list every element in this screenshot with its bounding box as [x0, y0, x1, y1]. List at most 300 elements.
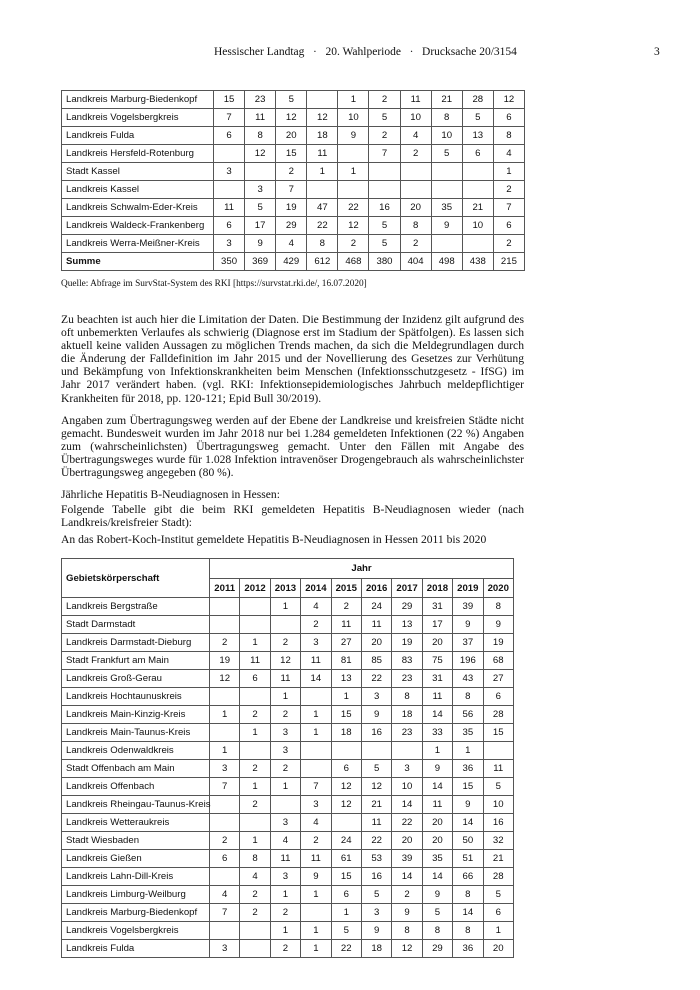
table-cell: 1: [240, 778, 270, 796]
table-source-note: Quelle: Abfrage im SurvStat-System des RKI [https://survstat.rki.de/, 16.07.2020]: [61, 279, 367, 289]
table-cell: 24: [331, 832, 361, 850]
table-cell: 27: [331, 634, 361, 652]
intro-paragraph: Folgende Tabelle gibt die beim RKI gemeldeten Hepatitis B-Neudiagnosen wieder (nach Landkreis/kreisfreier Stadt):: [61, 503, 524, 530]
table-cell: 498: [431, 253, 462, 271]
table-cell: 3: [361, 904, 391, 922]
table-cell: 6: [240, 670, 270, 688]
table-cell: [270, 616, 300, 634]
table-cell: 10: [392, 778, 422, 796]
table-cell: 2: [240, 904, 270, 922]
table-cell: 9: [338, 127, 369, 145]
table-row: [62, 652, 514, 670]
table-row: [62, 634, 514, 652]
table-cell: 12: [392, 940, 422, 958]
table-cell: 3: [270, 742, 300, 760]
table-cell: 3: [270, 868, 300, 886]
table-cell: 3: [392, 760, 422, 778]
table-cell: 11: [214, 199, 245, 217]
table-cell: 4: [270, 832, 300, 850]
table-cell: 4: [210, 886, 240, 904]
column-header-year: 2020: [483, 579, 513, 598]
table-cell: 18: [361, 940, 391, 958]
table-cell: 5: [369, 109, 400, 127]
row-label: Landkreis Wetteraukreis: [62, 814, 210, 832]
table-cell: [301, 904, 331, 922]
table-cell: [301, 688, 331, 706]
table-row: [62, 163, 525, 181]
table-cell: 11: [483, 760, 513, 778]
table-row: [62, 868, 514, 886]
column-header-year: 2015: [331, 579, 361, 598]
table-cell: 18: [307, 127, 338, 145]
table-cell: 1: [338, 91, 369, 109]
table-cell: [240, 922, 270, 940]
table-cell: 15: [214, 91, 245, 109]
table-cell: 6: [483, 688, 513, 706]
table-cell: 11: [270, 850, 300, 868]
table-cell: 16: [369, 199, 400, 217]
table-row: [62, 598, 514, 616]
column-header-year: 2012: [240, 579, 270, 598]
table-cell: 1: [240, 634, 270, 652]
table-cell: [483, 742, 513, 760]
table-cell: [369, 181, 400, 199]
table-cell: [210, 922, 240, 940]
column-header-year: 2013: [270, 579, 300, 598]
table-cell: 1: [422, 742, 452, 760]
table-cell: [369, 163, 400, 181]
regional-cases-table-continued: [61, 90, 525, 271]
hepatitis-b-table: [61, 558, 514, 958]
table-cell: 13: [462, 127, 493, 145]
table-cell: 15: [331, 868, 361, 886]
table-cell: 11: [301, 850, 331, 868]
table-cell: 1: [301, 940, 331, 958]
table-cell: 81: [331, 652, 361, 670]
table-row: [62, 778, 514, 796]
table-cell: 29: [422, 940, 452, 958]
table-cell: 31: [422, 670, 452, 688]
table-cell: 1: [493, 163, 524, 181]
table-cell: 21: [431, 91, 462, 109]
table-cell: [400, 163, 431, 181]
table-cell: 2: [369, 127, 400, 145]
table-cell: [307, 181, 338, 199]
table-cell: 3: [210, 760, 240, 778]
table-row: [62, 127, 525, 145]
table-cell: [392, 742, 422, 760]
table-cell: 5: [369, 235, 400, 253]
row-label: Landkreis Schwalm-Eder-Kreis: [62, 199, 214, 217]
table-cell: 429: [276, 253, 307, 271]
table-cell: 28: [462, 91, 493, 109]
row-label: Landkreis Groß-Gerau: [62, 670, 210, 688]
table-cell: [431, 163, 462, 181]
table-row: [62, 145, 525, 163]
table-cell: 85: [361, 652, 391, 670]
table-cell: 5: [361, 886, 391, 904]
table-cell: 27: [483, 670, 513, 688]
table-cell: 15: [453, 778, 483, 796]
table-cell: 8: [240, 850, 270, 868]
table-cell: 8: [453, 922, 483, 940]
row-label: Landkreis Limburg-Weilburg: [62, 886, 210, 904]
table-cell: 468: [338, 253, 369, 271]
running-header: [0, 46, 700, 60]
table-cell: 5: [431, 145, 462, 163]
table-cell: 2: [240, 706, 270, 724]
table-cell: 19: [210, 652, 240, 670]
table-row: [62, 832, 514, 850]
table-cell: 1: [210, 742, 240, 760]
table-row: [62, 688, 514, 706]
column-header-year: 2014: [301, 579, 331, 598]
table-cell: 20: [422, 634, 452, 652]
table-caption: An das Robert-Koch-Institut gemeldete Hepatitis B-Neudiagnosen in Hessen 2011 bis 2020: [61, 533, 487, 546]
table-cell: 380: [369, 253, 400, 271]
table-cell: 12: [276, 109, 307, 127]
table-cell: [210, 688, 240, 706]
table-cell: 5: [462, 109, 493, 127]
row-label: Stadt Frankfurt am Main: [62, 652, 210, 670]
table-cell: 7: [369, 145, 400, 163]
table-cell: [462, 163, 493, 181]
table-cell: 12: [338, 217, 369, 235]
table-cell: 9: [422, 886, 452, 904]
table-row: [62, 670, 514, 688]
table-cell: [307, 91, 338, 109]
table-cell: [331, 814, 361, 832]
table-cell: 9: [392, 904, 422, 922]
table-cell: 11: [307, 145, 338, 163]
table-cell: 22: [338, 199, 369, 217]
table-cell: 3: [301, 796, 331, 814]
table-cell: 8: [392, 688, 422, 706]
table-cell: 14: [392, 796, 422, 814]
table-cell: 3: [245, 181, 276, 199]
table-cell: 6: [331, 886, 361, 904]
table-cell: 4: [400, 127, 431, 145]
table-cell: [338, 181, 369, 199]
table-cell: 10: [462, 217, 493, 235]
table-cell: 2: [270, 706, 300, 724]
table-cell: 2: [210, 634, 240, 652]
table-cell: 1: [210, 706, 240, 724]
table-cell: 4: [240, 868, 270, 886]
row-label: Landkreis Werra-Meißner-Kreis: [62, 235, 214, 253]
table-cell: 51: [453, 850, 483, 868]
row-label: Stadt Kassel: [62, 163, 214, 181]
table-cell: 2: [276, 163, 307, 181]
table-row: [62, 91, 525, 109]
table-cell: 14: [422, 706, 452, 724]
table-cell: 1: [270, 778, 300, 796]
table-cell: 22: [307, 217, 338, 235]
table-cell: 8: [483, 598, 513, 616]
table-cell: [245, 163, 276, 181]
table-row: [62, 760, 514, 778]
table-cell: 22: [392, 814, 422, 832]
table-row: [62, 253, 525, 271]
table-cell: 12: [331, 796, 361, 814]
table-cell: 8: [392, 922, 422, 940]
table-cell: 5: [331, 922, 361, 940]
table-cell: 3: [214, 163, 245, 181]
table-cell: 8: [453, 886, 483, 904]
table-cell: [331, 742, 361, 760]
table-cell: 10: [431, 127, 462, 145]
table-cell: 350: [214, 253, 245, 271]
table-cell: 1: [331, 904, 361, 922]
row-label: Landkreis Odenwaldkreis: [62, 742, 210, 760]
table-cell: 5: [483, 886, 513, 904]
table-cell: 39: [453, 598, 483, 616]
table-row: [62, 814, 514, 832]
table-cell: 3: [214, 235, 245, 253]
section-heading: Jährliche Hepatitis B-Neudiagnosen in Hessen:: [61, 488, 280, 501]
table-cell: 18: [331, 724, 361, 742]
table-cell: 8: [422, 922, 452, 940]
table-cell: 2: [240, 796, 270, 814]
limitation-paragraph: Zu beachten ist auch hier die Limitation der Daten. Die Bestimmung der Inzidenz gilt aufgrund des oft unbemerkten Verlaufes als schwierig (Diagnose erst im Stadium der Spätfolgen). Es lassen sich aktuell keine validen Aussagen zu möglichen Trends machen, da sich die Meldegrundlagen durch die Änderung der Falldefinition im Jahr 2015 und der Novellierung des Gesetzes zur Verhütung und Bekämpfung von Infektionskrankheiten beim Menschen (Infektionsschutzgesetz - IfSG) im Jahr 2017 verändert haben. (vgl. RKI: Infektionsepidemiologisches Jahrbuch meldepflichtiger Krankheiten für 2018, pp. 120-121; Epid Bull 30/2019).: [61, 313, 524, 405]
table-cell: 3: [270, 814, 300, 832]
table-cell: 2: [240, 760, 270, 778]
table-cell: [301, 742, 331, 760]
table-cell: 14: [453, 904, 483, 922]
table-cell: 3: [210, 940, 240, 958]
row-label: Summe: [62, 253, 214, 271]
table-cell: 13: [331, 670, 361, 688]
table-cell: 23: [392, 724, 422, 742]
table-cell: 6: [214, 127, 245, 145]
table-cell: 36: [453, 760, 483, 778]
table-row: [62, 109, 525, 127]
table-cell: 11: [240, 652, 270, 670]
table-cell: 35: [422, 850, 452, 868]
table-cell: 14: [422, 868, 452, 886]
row-label: Landkreis Main-Kinzig-Kreis: [62, 706, 210, 724]
table-row: [62, 724, 514, 742]
table-cell: 1: [270, 688, 300, 706]
row-label: Stadt Offenbach am Main: [62, 760, 210, 778]
table-row: [62, 886, 514, 904]
table-cell: 32: [483, 832, 513, 850]
row-label: Landkreis Vogelsbergkreis: [62, 922, 210, 940]
table-cell: 4: [301, 814, 331, 832]
table-cell: 3: [301, 634, 331, 652]
row-label: Landkreis Kassel: [62, 181, 214, 199]
table-cell: 36: [453, 940, 483, 958]
table-cell: 8: [307, 235, 338, 253]
table-cell: 7: [210, 778, 240, 796]
column-header-year: 2018: [422, 579, 452, 598]
row-label: Landkreis Main-Taunus-Kreis: [62, 724, 210, 742]
table-cell: [210, 598, 240, 616]
table-cell: 75: [422, 652, 452, 670]
table-cell: 37: [453, 634, 483, 652]
table-cell: 612: [307, 253, 338, 271]
table-cell: 11: [361, 616, 391, 634]
table-cell: 8: [245, 127, 276, 145]
table-cell: 15: [331, 706, 361, 724]
table-cell: 24: [361, 598, 391, 616]
table-cell: 196: [453, 652, 483, 670]
table-cell: 11: [331, 616, 361, 634]
table-cell: 7: [301, 778, 331, 796]
row-label: Landkreis Gießen: [62, 850, 210, 868]
table-cell: 5: [422, 904, 452, 922]
table-cell: 1: [270, 922, 300, 940]
table-cell: 9: [361, 706, 391, 724]
table-cell: 4: [301, 598, 331, 616]
row-label: Landkreis Waldeck-Frankenberg: [62, 217, 214, 235]
table-cell: 50: [453, 832, 483, 850]
table-cell: 2: [240, 886, 270, 904]
table-cell: 11: [422, 688, 452, 706]
table-cell: 66: [453, 868, 483, 886]
row-label: Landkreis Rheingau-Taunus-Kreis: [62, 796, 210, 814]
table-cell: 2: [270, 940, 300, 958]
row-label: Landkreis Lahn-Dill-Kreis: [62, 868, 210, 886]
table-cell: 16: [361, 868, 391, 886]
table-cell: [210, 616, 240, 634]
table-cell: 5: [483, 778, 513, 796]
table-cell: 16: [361, 724, 391, 742]
table-cell: 12: [307, 109, 338, 127]
table-cell: 4: [276, 235, 307, 253]
table-cell: 14: [301, 670, 331, 688]
table-cell: 47: [307, 199, 338, 217]
table-cell: 19: [392, 634, 422, 652]
table-cell: 22: [331, 940, 361, 958]
table-cell: 28: [483, 868, 513, 886]
column-header-region: Gebietskörperschaft: [62, 559, 210, 598]
table-cell: 14: [392, 868, 422, 886]
table-cell: 1: [240, 724, 270, 742]
table-cell: 8: [493, 127, 524, 145]
table-cell: 53: [361, 850, 391, 868]
table-cell: 10: [400, 109, 431, 127]
table-cell: 438: [462, 253, 493, 271]
table-row: [62, 904, 514, 922]
row-label: Landkreis Bergstraße: [62, 598, 210, 616]
column-header-year: 2016: [361, 579, 391, 598]
row-label: Landkreis Darmstadt-Dieburg: [62, 634, 210, 652]
table-cell: 1: [483, 922, 513, 940]
table-cell: 9: [422, 760, 452, 778]
table-cell: 9: [245, 235, 276, 253]
table-cell: 21: [483, 850, 513, 868]
table-cell: [462, 181, 493, 199]
table-cell: 12: [361, 778, 391, 796]
table-cell: 61: [331, 850, 361, 868]
table-cell: 11: [245, 109, 276, 127]
column-header-year-group: Jahr: [210, 559, 514, 579]
table-cell: 404: [400, 253, 431, 271]
table-cell: 8: [431, 109, 462, 127]
table-cell: [431, 235, 462, 253]
table-cell: [462, 235, 493, 253]
table-cell: 18: [392, 706, 422, 724]
table-cell: 6: [331, 760, 361, 778]
table-cell: 9: [453, 616, 483, 634]
table-cell: 3: [270, 724, 300, 742]
table-cell: 2: [338, 235, 369, 253]
table-cell: [240, 742, 270, 760]
table-cell: 1: [270, 598, 300, 616]
table-cell: 1: [338, 163, 369, 181]
table-cell: 43: [453, 670, 483, 688]
table-cell: [214, 145, 245, 163]
table-cell: [210, 796, 240, 814]
table-cell: [338, 145, 369, 163]
table-row: [62, 235, 525, 253]
table-cell: 33: [422, 724, 452, 742]
table-cell: [240, 814, 270, 832]
table-cell: 14: [453, 814, 483, 832]
column-header-year: 2017: [392, 579, 422, 598]
table-cell: [210, 724, 240, 742]
row-label: Landkreis Fulda: [62, 127, 214, 145]
table-cell: [240, 598, 270, 616]
table-cell: [240, 616, 270, 634]
table-cell: 20: [276, 127, 307, 145]
table-cell: [210, 868, 240, 886]
table-cell: 1: [240, 832, 270, 850]
table-cell: 2: [369, 91, 400, 109]
table-cell: 11: [422, 796, 452, 814]
table-cell: 20: [422, 832, 452, 850]
row-label: Landkreis Offenbach: [62, 778, 210, 796]
table-cell: 11: [270, 670, 300, 688]
table-cell: 2: [270, 904, 300, 922]
table-cell: 29: [392, 598, 422, 616]
row-label: Landkreis Marburg-Biedenkopf: [62, 91, 214, 109]
table-cell: [400, 181, 431, 199]
table-row: [62, 850, 514, 868]
table-cell: 2: [270, 634, 300, 652]
table-row: [62, 940, 514, 958]
row-label: Stadt Wiesbaden: [62, 832, 210, 850]
table-cell: 1: [301, 724, 331, 742]
table-cell: 2: [400, 145, 431, 163]
table-cell: 8: [400, 217, 431, 235]
table-cell: 6: [483, 904, 513, 922]
table-cell: 20: [361, 634, 391, 652]
table-cell: 20: [400, 199, 431, 217]
table-cell: 1: [301, 922, 331, 940]
table-cell: [240, 688, 270, 706]
table-cell: 1: [270, 886, 300, 904]
table-row: [62, 181, 525, 199]
table-cell: 21: [361, 796, 391, 814]
table-cell: 2: [400, 235, 431, 253]
table-cell: 6: [493, 217, 524, 235]
table-cell: 20: [392, 832, 422, 850]
table-cell: 11: [400, 91, 431, 109]
column-header-year: 2011: [210, 579, 240, 598]
table-cell: 9: [483, 616, 513, 634]
row-label: Stadt Darmstadt: [62, 616, 210, 634]
table-cell: 5: [245, 199, 276, 217]
column-header-year: 2019: [453, 579, 483, 598]
table-cell: 10: [483, 796, 513, 814]
table-cell: [214, 181, 245, 199]
table-cell: 14: [422, 778, 452, 796]
table-cell: [301, 760, 331, 778]
table-cell: 8: [453, 688, 483, 706]
table-cell: 3: [361, 688, 391, 706]
